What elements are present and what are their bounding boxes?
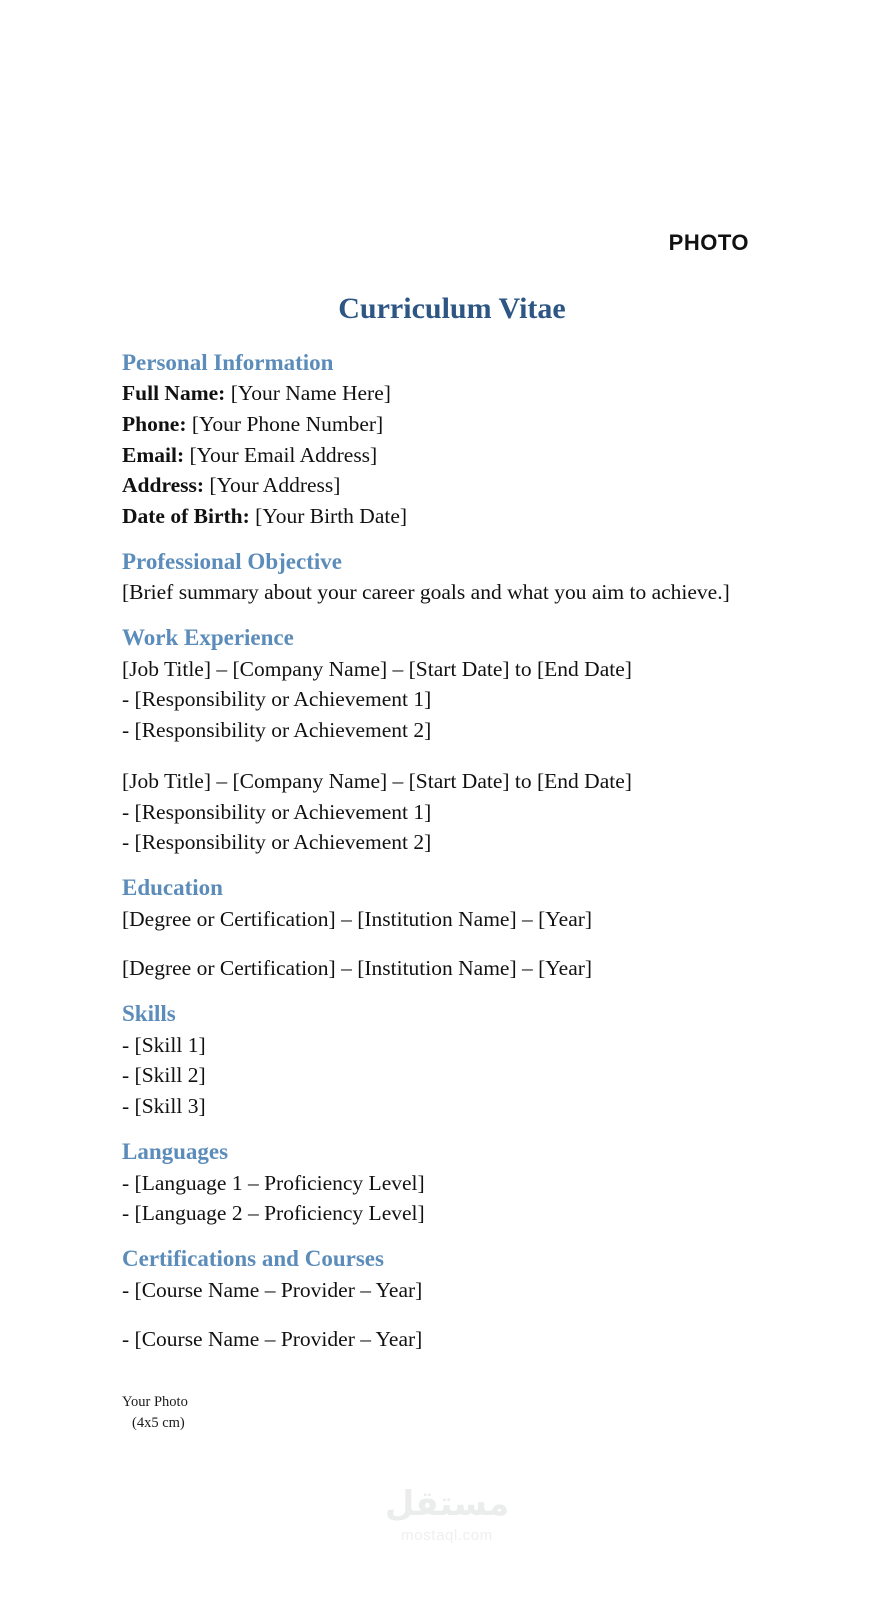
- field-value-full-name: [Your Name Here]: [230, 381, 391, 406]
- personal-field-address: [122, 470, 772, 501]
- personal-field-full-name: [122, 378, 772, 409]
- section-languages: [122, 1138, 772, 1229]
- section-heading-languages: Languages: [122, 1138, 229, 1164]
- work-entry: [122, 654, 772, 746]
- section-skills: [122, 1000, 772, 1122]
- certification-item: - [Course Name – Provider – Year]: [122, 1327, 423, 1352]
- certification-item: - [Course Name – Provider – Year]: [122, 1277, 423, 1302]
- work-entry: [122, 766, 772, 858]
- objective-text: [Brief summary about your career goals and what you aim to achieve.]: [122, 580, 730, 605]
- section-heading-professional-objective: Professional Objective: [122, 548, 342, 574]
- education-entry: [Degree or Certification] – [Institution Name] – [Year]: [122, 956, 593, 981]
- field-value-date-of-birth: [Your Birth Date]: [255, 504, 408, 529]
- field-label-email: Email:: [122, 442, 185, 467]
- field-value-phone: [Your Phone Number]: [191, 411, 384, 436]
- photo-caption-line-2: (4x5 cm): [132, 1415, 185, 1432]
- photo-caption-line-1: Your Photo: [122, 1394, 188, 1410]
- section-personal-information: [122, 349, 772, 532]
- work-entry-title: [Job Title] – [Company Name] – [Start Date] to [End Date]: [122, 768, 632, 793]
- section-heading-certifications-and-courses: Certifications and Courses: [122, 1246, 384, 1272]
- language-item: - [Language 1 – Proficiency Level]: [122, 1170, 425, 1195]
- work-entry-bullet: - [Responsibility or Achievement 1]: [122, 799, 432, 824]
- watermark: [0, 1484, 894, 1544]
- education-entry: [Degree or Certification] – [Institution Name] – [Year]: [122, 906, 593, 931]
- field-label-full-name: Full Name:: [122, 381, 226, 406]
- section-heading-education: Education: [122, 875, 223, 901]
- personal-field-email: [122, 440, 772, 471]
- watermark-url: mostaql.com: [401, 1527, 493, 1544]
- watermark-arabic-logo: مستقل: [384, 1484, 510, 1524]
- work-entry-bullet: - [Responsibility or Achievement 2]: [122, 718, 432, 743]
- field-label-date-of-birth: Date of Birth:: [122, 504, 250, 529]
- section-heading-work-experience: Work Experience: [122, 625, 294, 651]
- language-item: - [Language 2 – Proficiency Level]: [122, 1201, 425, 1226]
- page-title: Curriculum Vitae: [338, 292, 566, 325]
- photo-caption: [122, 1392, 188, 1434]
- skill-item: - [Skill 2]: [122, 1063, 206, 1088]
- field-label-phone: Phone:: [122, 411, 187, 436]
- section-education: [122, 874, 772, 984]
- section-heading-skills: Skills: [122, 1001, 176, 1027]
- work-entry-title: [Job Title] – [Company Name] – [Start Date] to [End Date]: [122, 656, 632, 681]
- section-heading-personal-information: Personal Information: [122, 349, 334, 375]
- field-value-address: [Your Address]: [209, 473, 341, 498]
- work-entry-bullet: - [Responsibility or Achievement 1]: [122, 687, 432, 712]
- photo-placeholder-label: PHOTO: [668, 230, 749, 255]
- personal-field-date-of-birth: [122, 501, 772, 532]
- section-professional-objective: [122, 548, 772, 608]
- skill-item: - [Skill 3]: [122, 1094, 206, 1119]
- cv-content-column: [122, 292, 772, 1355]
- section-certifications-and-courses: [122, 1245, 772, 1355]
- personal-field-phone: [122, 409, 772, 440]
- work-entry-bullet: - [Responsibility or Achievement 2]: [122, 830, 432, 855]
- field-label-address: Address:: [122, 473, 205, 498]
- skill-item: - [Skill 1]: [122, 1032, 206, 1057]
- section-work-experience: [122, 624, 772, 858]
- field-value-email: [Your Email Address]: [189, 442, 378, 467]
